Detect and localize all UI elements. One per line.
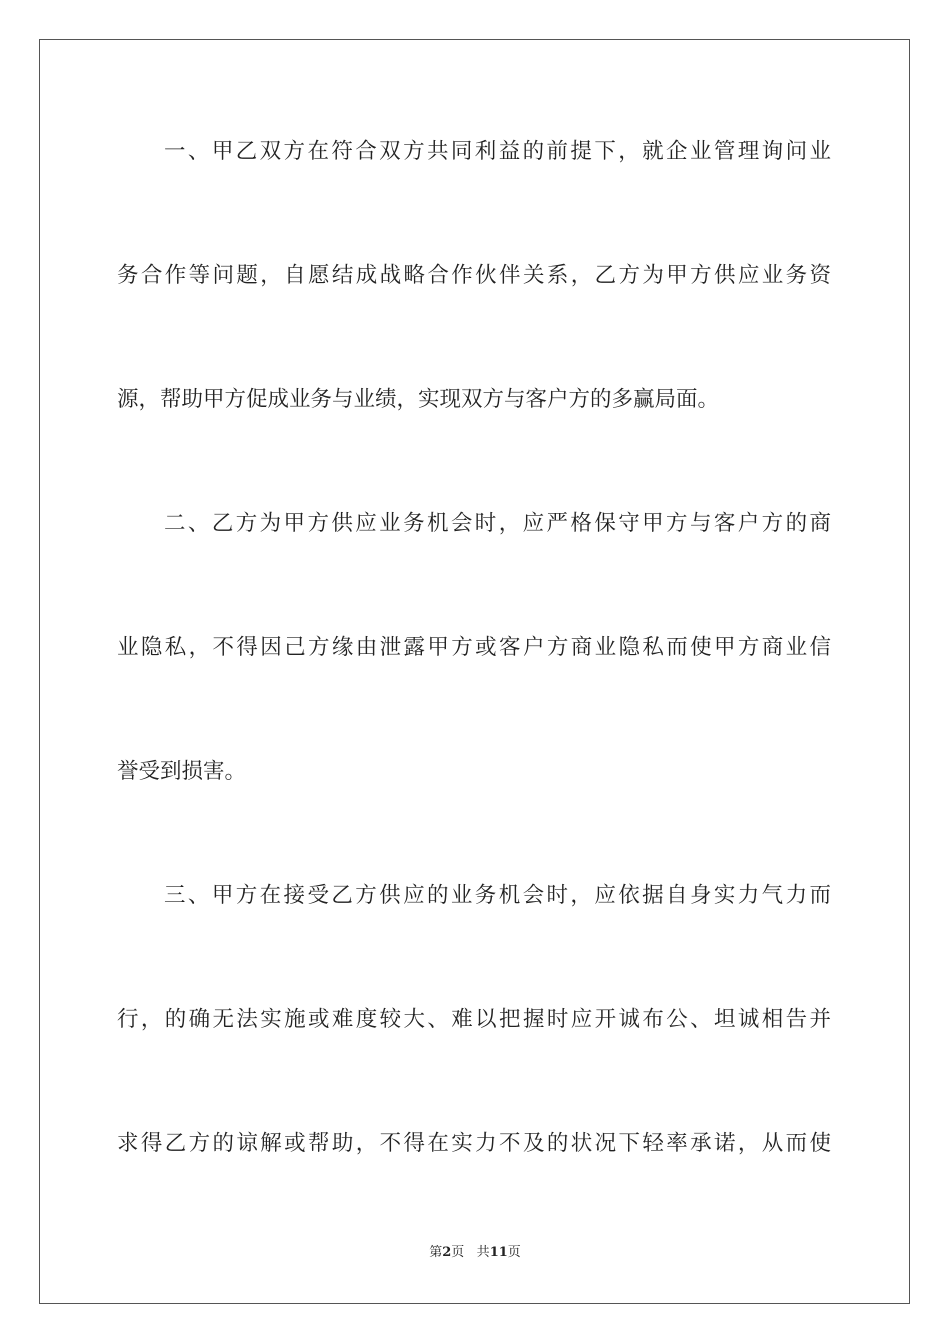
paragraph-2-line-1: 二、乙方为甲方供应业务机会时，应严格保守甲方与客户方的商 (164, 511, 831, 536)
page-number-footer (0, 1244, 950, 1262)
paragraph-1-line-1: 一、甲乙双方在符合双方共同利益的前提下，就企业管理询问业 (164, 139, 831, 164)
footer-total-prefix: 共 (476, 1245, 490, 1260)
paragraph-2-line-3: 誉受到损害。 (117, 759, 247, 784)
paragraph-3-line-3: 求得乙方的谅解或帮助，不得在实力不及的状况下轻率承诺，从而使 (117, 1131, 831, 1156)
paragraph-1-line-3: 源，帮助甲方促成业务与业绩，实现双方与客户方的多赢局面。 (117, 387, 720, 412)
footer-total-suffix: 页 (507, 1245, 521, 1260)
page-border (39, 39, 910, 1304)
current-page-number: 2 (442, 1245, 452, 1260)
paragraph-3-line-2: 行，的确无法实施或难度较大、难以把握时应开诚布公、坦诚相告并 (117, 1007, 831, 1032)
paragraph-1-line-2: 务合作等问题，自愿结成战略合作伙伴关系，乙方为甲方供应业务资 (117, 263, 831, 288)
total-page-count: 11 (489, 1245, 508, 1260)
footer-page-suffix: 页 (451, 1245, 465, 1260)
paragraph-3-line-1: 三、甲方在接受乙方供应的业务机会时，应依据自身实力气力而 (164, 883, 831, 908)
paragraph-2-line-2: 业隐私，不得因己方缘由泄露甲方或客户方商业隐私而使甲方商业信 (117, 635, 831, 660)
footer-prefix: 第 (429, 1245, 443, 1260)
